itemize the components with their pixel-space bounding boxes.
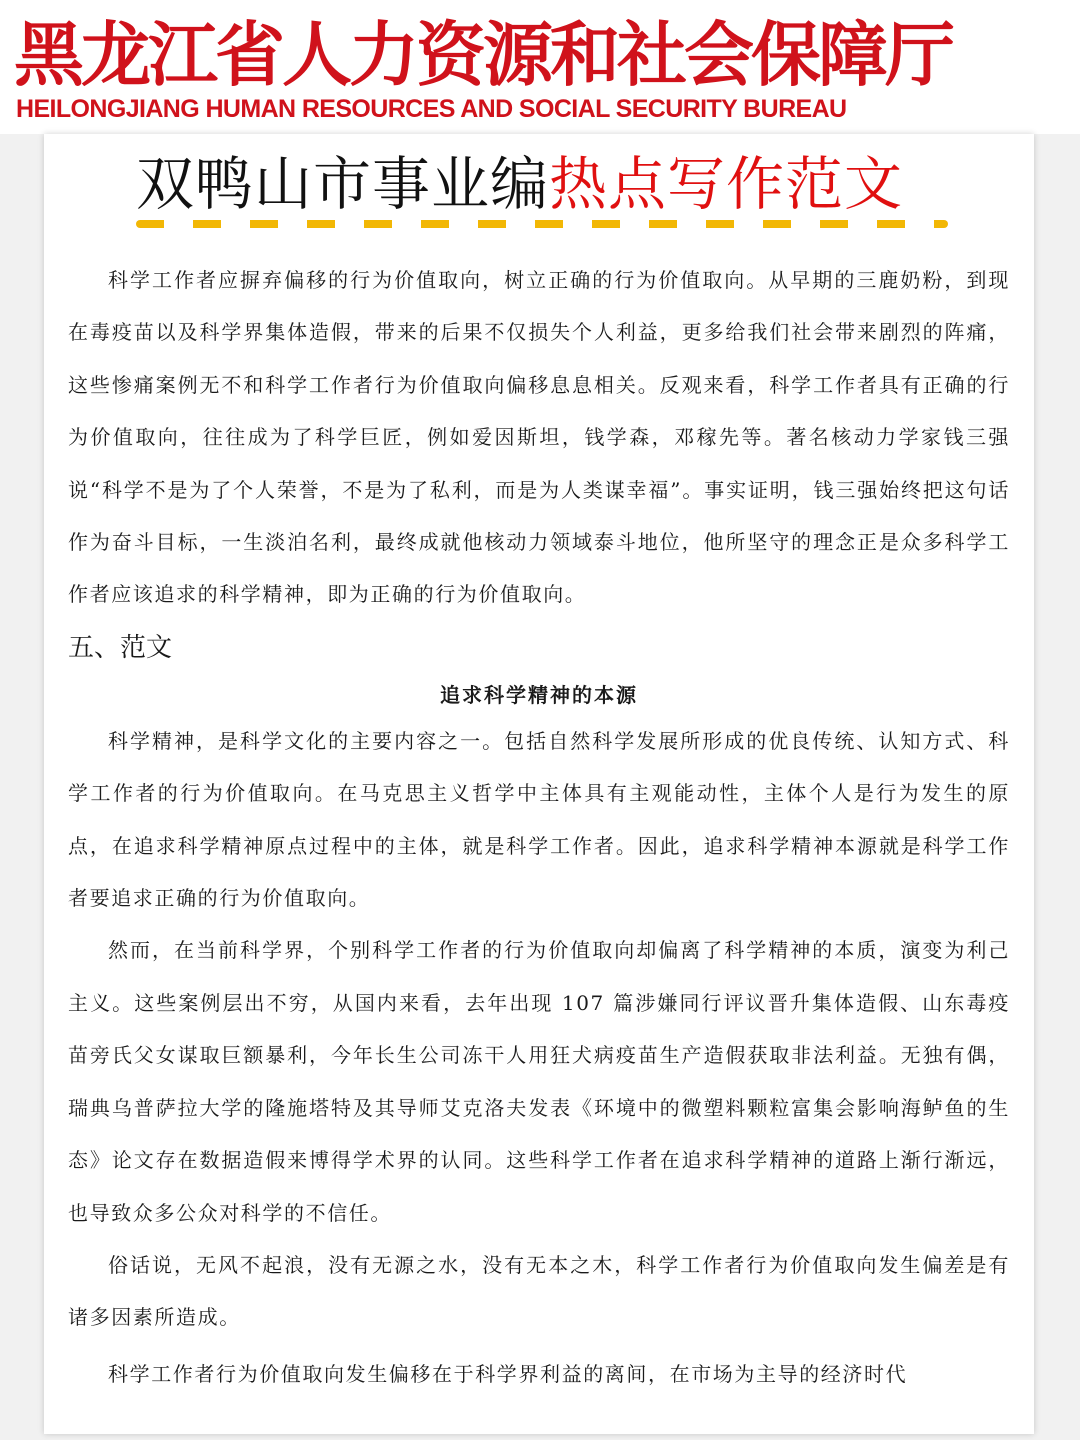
essay-paragraph: 然而，在当前科学界，个别科学工作者的行为价值取向却偏离了科学精神的本质，演变为利己主义。这些案例层出不穷，从国内来看，去年出现 107 篇涉嫌同行评议晋升集体造假、山东毒疫苗旁氏父女谋取巨额暴利，今年长生公司冻干人用狂犬病疫苗生产造假获取非法利益。无独有偶，瑞典乌普萨拉大学的隆施塔特及其导师艾克洛夫发表《环境中的微塑料颗粒富集会影响海鲈鱼的生态》论文存在数据造假来博得学术界的认同。这些科学工作者在追求科学精神的道路上渐行渐远，也导致众多公众对科学的不信任。 bbox=[68, 938, 1010, 1225]
document-page[interactable] bbox=[44, 134, 1034, 1434]
section-heading: 五、范文 bbox=[68, 632, 173, 663]
document-title bbox=[136, 144, 956, 224]
title-part-red: 热点写作范文 bbox=[549, 150, 904, 218]
essay-title: 追求科学精神的本源 bbox=[440, 682, 638, 707]
bureau-name-cn: 黑龙江省人力资源和社会保障厅 bbox=[14, 14, 952, 96]
essay-paragraph: 科学精神，是科学文化的主要内容之一。包括自然科学发展所形成的优良传统、认知方式、科学工作者的行为价值取向。在马克思主义哲学中主体具有主观能动性，主体个人是行为发生的原点，在追求科学精神原点过程中的主体，就是科学工作者。因此，追求科学精神本源就是科学工作者要追求正确的行为价值取向。 bbox=[68, 728, 1010, 911]
essay-paragraph: 俗话说，无风不起浪，没有无源之水，没有无本之木，科学工作者行为价值取向发生偏差是有诸多因素所造成。 bbox=[68, 1252, 1010, 1330]
title-part-black: 双鸭山市事业编 bbox=[136, 150, 550, 218]
bureau-name-en: HEILONGJIANG HUMAN RESOURCES AND SOCIAL SECURITY BUREAU bbox=[16, 95, 847, 123]
document-body bbox=[68, 254, 1010, 1344]
intro-paragraph: 科学工作者应摒弃偏移的行为价值取向，树立正确的行为价值取向。从早期的三鹿奶粉，到现在毒疫苗以及科学界集体造假，带来的后果不仅损失个人利益，更多给我们社会带来剧烈的阵痛，这些惨痛案例无不和科学工作者行为价值取向偏移息息相关。反观来看，科学工作者具有正确的行为价值取向，往往成为了科学巨匠，例如爱因斯坦，钱学森，邓稼先等。著名核动力学家钱三强说“科学不是为了个人荣誉，不是为了私利，而是为人类谋幸福”。事实证明，钱三强始终把这句话作为奋斗目标，一生淡泊名利，最终成就他核动力领域泰斗地位，他所坚守的理念正是众多科学工作者应该追求的科学精神，即为正确的行为价值取向。 bbox=[68, 268, 1010, 607]
header-banner bbox=[0, 0, 1080, 134]
title-underline-dashes bbox=[136, 220, 948, 228]
truncated-line bbox=[68, 1348, 1010, 1386]
truncated-line-text: 科学工作者行为价值取向发生偏移在于科学界利益的离间，在市场为主导的经济时代 bbox=[108, 1362, 908, 1386]
